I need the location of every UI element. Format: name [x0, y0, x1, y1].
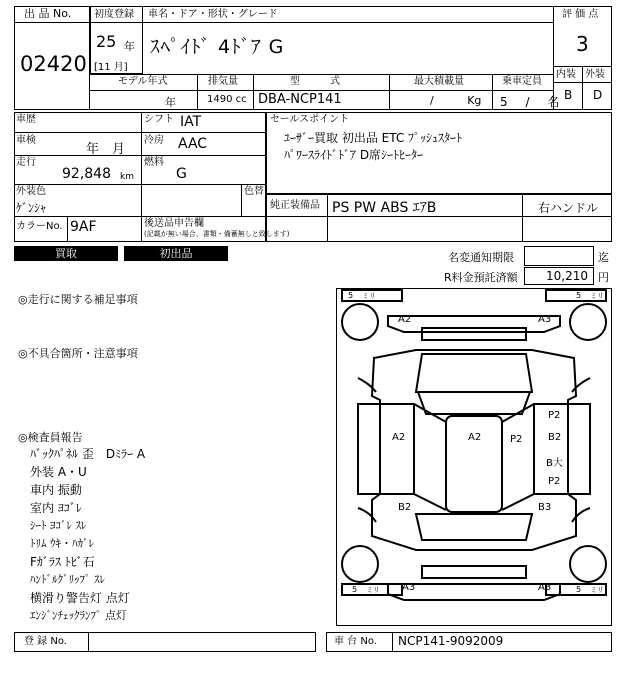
- history-label: 車歴: [16, 114, 36, 125]
- post-report-note: (記載が無い場合、書類・備蓄無しと致します): [144, 230, 290, 238]
- capacity-label: 乗車定員: [502, 76, 542, 87]
- name-change-unit: 迄: [598, 251, 609, 264]
- inspector-line: ﾊﾝﾄﾞﾙｸﾞﾘｯﾌﾟ ｽﾚ: [30, 573, 105, 586]
- damage-mark: P2: [548, 476, 561, 487]
- name-change-box: [524, 246, 594, 266]
- color-value: ｹﾞﾝｼｬ: [16, 201, 47, 215]
- name-change-label: 名変通知期限: [448, 251, 514, 264]
- lot-no: 02420: [20, 52, 87, 76]
- inspector-line: ｼｰﾄ ﾖｺﾞﾚ ｽﾚ: [30, 519, 87, 532]
- damage-mark: P2: [510, 434, 523, 445]
- inspector-line: ﾄﾘﾑ ｳｷ・ﾊｶﾞﾚ: [30, 537, 94, 550]
- tire-unit: ミリ: [590, 292, 604, 300]
- shift-value: IAT: [180, 114, 202, 130]
- fuel-value: G: [176, 166, 187, 182]
- inspector-report-label: ◎検査員報告: [18, 431, 83, 444]
- tire-unit: ミリ: [590, 586, 604, 594]
- chassis-no: NCP141-9092009: [398, 634, 504, 648]
- first-reg-label: 初度登録: [94, 9, 134, 20]
- sales-point-line1: ﾕｰｻﾞｰ買取 初出品 ETC ﾌﾟｯｼｭｽﾀｰﾄ: [284, 131, 463, 145]
- car-diagram-drawing: [336, 288, 612, 626]
- tire-unit: ミリ: [366, 586, 380, 594]
- defects-remarks-label: ◎不具合箇所・注意事項: [18, 347, 138, 360]
- sales-point-line2: ﾊﾟﾜｰｽﾗｲﾄﾞﾄﾞｱ D席ｼｰﾄﾋｰﾀｰ: [284, 148, 424, 162]
- model-year-label: モデル年式: [118, 76, 168, 87]
- inspector-line: ﾊﾞｯｸﾊﾟﾈﾙ 歪 Dﾐﾗｰ A: [30, 447, 146, 461]
- mileage-unit: km: [120, 172, 134, 182]
- first-reg-year: 25: [96, 32, 117, 51]
- inspector-line: 室内 ﾖｺﾞﾚ: [30, 501, 82, 515]
- mileage-value: 92,848: [62, 166, 111, 182]
- tire-top-left: 5: [348, 291, 354, 300]
- recycle-value: 10,210: [546, 269, 588, 283]
- first-listing-tag: 初出品: [124, 246, 228, 261]
- capacity: 5 / 名: [500, 95, 560, 109]
- model-label: 車名・ドア・形状・グレード: [148, 9, 278, 20]
- damage-mark: B2: [548, 432, 562, 443]
- interior-label: 内装: [556, 69, 576, 80]
- tire-unit: ミリ: [362, 292, 376, 300]
- buy-tag: 買取: [14, 246, 118, 261]
- max-load: / Kg: [430, 94, 482, 107]
- recycle-unit: 円: [598, 271, 609, 284]
- inspection-label: 車検: [16, 135, 36, 146]
- mileage-label: 走行: [16, 157, 36, 168]
- reg-no-label: 登 録 No.: [24, 636, 67, 647]
- damage-mark: A3: [538, 314, 552, 325]
- equipment-items: PS PW ABS ｴｱB: [332, 200, 437, 216]
- fuel-label: 燃料: [144, 157, 164, 168]
- grade-label: 評 価 点: [562, 9, 599, 20]
- max-load-label: 最大積載量: [414, 76, 464, 87]
- tire-bottom-left: 5: [352, 585, 358, 594]
- recycle-label: R料金預託済額: [444, 271, 518, 284]
- ac-value: AAC: [178, 136, 208, 152]
- damage-mark: P2: [548, 410, 561, 421]
- damage-mark: A3: [538, 582, 552, 593]
- chassis-label: 車 台 No.: [334, 636, 377, 647]
- model-year-unit: 年: [165, 96, 176, 109]
- color-no: 9AF: [70, 219, 97, 235]
- type-label: 型 式: [290, 76, 340, 87]
- sales-point-label: セールスポイント: [270, 114, 350, 125]
- post-report-label: 後送品申告欄: [144, 218, 204, 229]
- displacement: 1490 cc: [207, 94, 247, 105]
- tire-top-right: 5: [576, 291, 582, 300]
- tire-bottom-right: 5: [576, 585, 582, 594]
- shift-label: シフト: [144, 114, 174, 125]
- handle-side: 右ハンドル: [538, 201, 599, 215]
- vehicle-type: DBA-NCP141: [258, 92, 342, 107]
- driving-remarks-label: ◎走行に関する補足事項: [18, 293, 138, 306]
- model-name: ｽﾍﾟｲﾄﾞ 4ﾄﾞｱ G: [150, 36, 285, 58]
- inspection-value: 年 月: [86, 142, 126, 157]
- inspector-line: ｴﾝｼﾞﾝﾁｪｯｸﾗﾝﾌﾟ 点灯: [30, 609, 127, 622]
- damage-mark: A2: [468, 432, 482, 443]
- equipment-label: 純正装備品: [270, 200, 320, 211]
- damage-mark: A3: [402, 582, 416, 593]
- inspector-line: 外装 A・U: [30, 465, 87, 479]
- first-reg-year-unit: 年: [124, 40, 135, 53]
- displacement-label: 排気量: [208, 76, 238, 87]
- inspector-line: 車内 振動: [30, 483, 82, 497]
- damage-mark: B大: [546, 458, 563, 469]
- exterior-grade: D: [593, 88, 603, 102]
- inspector-line: 横滑り警告灯 点灯: [30, 591, 130, 605]
- lot-no-label: 出 品 No.: [24, 7, 72, 20]
- damage-mark: A2: [392, 432, 406, 443]
- exterior-label: 外装: [585, 69, 605, 80]
- damage-mark: A2: [398, 314, 412, 325]
- damage-mark: B2: [398, 502, 412, 513]
- grade-score: 3: [576, 32, 589, 56]
- color-change-label: 色替: [244, 186, 264, 197]
- first-reg-month: [11 月]: [94, 62, 128, 73]
- interior-grade: B: [564, 88, 573, 102]
- damage-mark: B3: [538, 502, 552, 513]
- color-label: 外装色: [16, 186, 46, 197]
- color-no-label: カラーNo.: [16, 221, 63, 232]
- inspector-line: Fｶﾞﾗｽ ﾄﾋﾞ石: [30, 555, 95, 569]
- ac-label: 冷房: [144, 135, 164, 146]
